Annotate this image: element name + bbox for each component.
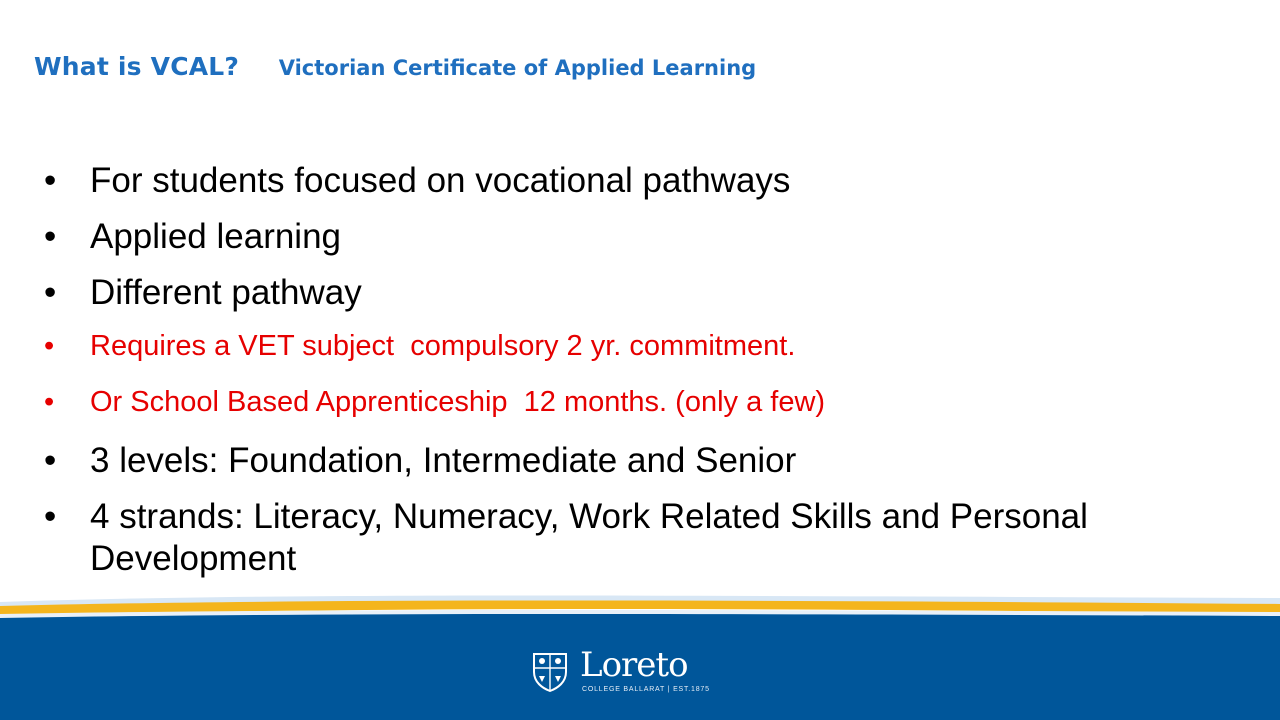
bullet-text: 4 strands: Literacy, Numeracy, Work Related Skills and Personal Development: [90, 497, 1088, 578]
bullet-item-highlight: [44, 384, 1104, 420]
bullet-text: Requires a VET subject compulsory 2 yr. commitment.: [90, 330, 796, 362]
bullet-text: Applied learning: [90, 217, 342, 256]
bullet-item: [44, 496, 1104, 580]
bullet-text: Different pathway: [90, 273, 362, 312]
logo-text: [580, 645, 710, 694]
logo-wordmark: Loreto: [580, 645, 688, 685]
bullet-text: 3 levels: Foundation, Intermediate and Senior: [90, 441, 797, 480]
bullet-item: [44, 216, 1104, 258]
bullet-icon: •: [44, 441, 57, 480]
slide-subtitle: Victorian Certificate of Applied Learning: [278, 56, 757, 80]
bullet-icon: •: [44, 386, 55, 418]
slide-title: What is VCAL?: [34, 52, 240, 81]
bullet-icon: •: [44, 497, 57, 536]
bullet-text: Or School Based Apprenticeship 12 months. (only a few): [90, 386, 826, 418]
slide-header: [34, 52, 756, 81]
bullet-icon: •: [44, 330, 55, 362]
bullet-text: For students focused on vocational pathways: [90, 161, 791, 200]
crest-icon: [530, 650, 570, 692]
bullet-item: [44, 272, 1104, 314]
logo-tagline: COLLEGE BALLARAT | EST.1875: [582, 686, 710, 693]
bullet-item: [44, 440, 1104, 482]
bullet-icon: •: [44, 273, 57, 312]
bullet-icon: •: [44, 217, 57, 256]
bullet-item: [44, 160, 1104, 202]
loreto-logo: [530, 645, 710, 696]
bullet-item-highlight: [44, 328, 1104, 364]
bullet-icon: •: [44, 161, 57, 200]
bullet-list: [44, 160, 1104, 594]
